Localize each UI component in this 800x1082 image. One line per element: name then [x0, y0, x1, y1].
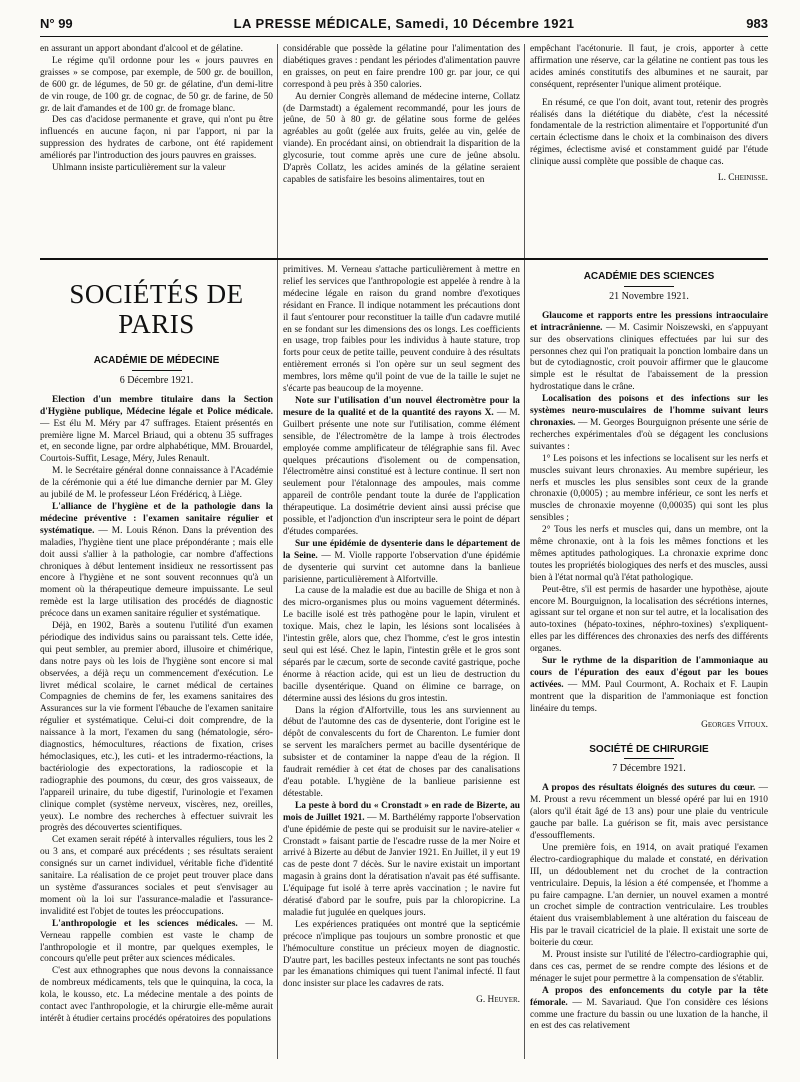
paragraph	[283, 706, 520, 801]
paragraph-body: primitives. M. Verneau s'attache particulièrement à mettre en relief les services que l'anthropologie est appelée à rendre à la médecine légale en raison du grand nombre d'exotiques résidant en France. Il indique notamment les précautions dont il faut s'entourer pour reconstituer la taille d'un cadavre mutilé en se fondant sur les dimensions des os longs. Les coefficients en usage, trop faibles pour les individus à haute stature, trop forts pour ceux de petite taille, peuvent conduire à des résultats entièrement erronés si l'on opère sur un seul segment des membres, lors même qu'il point de vue de la taille le sujet ne s'écarte pas beaucoup de la moyenne.	[283, 265, 520, 395]
paragraph-lead: Note sur l'utilisation d'un nouvel électromètre pour la mesure de la qualité et de la quantité des rayons X.	[283, 395, 520, 418]
society-heading: ACADÉMIE DES SCIENCES	[583, 271, 715, 282]
author-signature: G. Heuyer.	[476, 995, 520, 1006]
issue-number: N° 99	[40, 16, 73, 31]
journal-title: LA PRESSE MÉDICALE, Samedi, 10 Décembre 1921	[233, 16, 575, 31]
paragraph-body: Cet examen serait répété à intervalles réguliers, tous les 2 ou 3 ans, et comparé aux précédents ; ses résultats seraient consignés sur un carnet individuel, véritable fiche d'identité sanitaire. La réalisation de ce projet peut trouver place dans un système d'assurances sociales et peut s'envisager au moment où la loi sur l'assurance-maladie et l'assurance-invalidité est l'objet de toutes les préoccupations.	[40, 835, 273, 917]
paragraph	[530, 525, 768, 585]
section-rubric: SOCIÉTÉS DE PARIS	[69, 279, 244, 339]
paragraph-body: Peut-être, s'il est permis de hasarder une hypothèse, ajoute encore M. Bourguignon, la localisation des sécrétions internes, agissant sur tel organe et non sur tel autre, et la localisation des auto-toxines (hépato-toxines, néphro-toxines) s'expliquent-elles par les différences des chronaxies des nerfs des différents organes.	[530, 584, 768, 655]
paragraph	[283, 920, 520, 991]
paragraph-lead: Sur le rythme de la disparition de l'ammoniaque au cours de l'épuration des eaux d'égout par les boues activées.	[530, 656, 768, 690]
column-divider	[277, 44, 278, 1059]
paragraph-body: La cause de la maladie est due au bacille de Shiga et non à des micro-organismes plus ou moins vaguement déterminés. Le bacille isolé est très pathogène pour le lapin, virulent et toxique. Mais, chez le lapin, les lésions sont localisées à l'intestin grêle, alors que, chez l'homme, c'est le gros intestin seul qui est lésé. Chez le lapin, l'intestin grêle et le gros sont séparés par le cæcum, sorte de seconde cavité gastrique, poche énorme à réaction acide, qui est un lieu de destruction du bacille dysentérique. Quand on élimine ce barrage, on détermine aussi des lésions du gros intestin.	[283, 586, 520, 704]
heading-rule	[132, 370, 182, 371]
column-2-body	[283, 265, 520, 991]
paragraph-body: Dans la région d'Alfortville, tous les ans surviennent au début de l'automne des cas de dysenterie, dont l'origine est le dépôt de convalescents du fort de Charenton. Le fumier dont se servent les maraîchers permet au bacille dysentérique de subsister et de contaminer la nappe d'eau de la région. Il faudrait remédier à cet état de choses par des canalisations d'eau potable. L'hygiène de la banlieue parisienne est détestable.	[283, 705, 520, 799]
author-signature: L. Cheinisse.	[717, 173, 768, 184]
paragraph	[530, 843, 768, 950]
paragraph: en assurant un apport abondant d'alcool et de gélatine.	[40, 44, 243, 54]
paragraph-body: — M. Georges Bourguignon présente une série de recherches expérimentales d'où se dégagent les conclusions suivantes :	[530, 417, 768, 452]
heading-rule	[624, 286, 674, 287]
paragraph	[40, 966, 273, 1026]
paragraph-lead: A propos des enfoncements du cotyle par la tête fémorale.	[530, 985, 768, 1008]
paragraph-body: — M. Guilbert présente une note sur l'utilisation, comme élément sensible, de l'électromètre de la lampe à trois électrodes employée comme amplificateur de télégraphie sans fil. Avec quelques précautions d'isolement ou de compensation, l'électromètre ainsi constitué est à lecture continue. Il sert non seulement pour l'étalonnage des ampoules, mais comme appareil de contrôle pendant toute la durée de l'application thérapeutique. La dosimétrie devient ainsi aussi précise que possible, et l'adjonction d'un inscripteur sera le point de départ d'études comparées.	[283, 407, 520, 537]
society-heading: SOCIÉTÉ DE CHIRURGIE	[589, 743, 709, 755]
academie-medecine-body	[40, 395, 273, 1026]
paragraph-body: — M. Savariaud. Que l'on considère ces lésions comme une fracture du bassin ou une luxation de la hanche, il en est des cas relativement	[530, 997, 768, 1032]
paragraph-body: 2° Tous les nerfs et muscles qui, dans un membre, ont la même chronaxie, ont à la fois les mêmes fonctions et les mêmes aptitudes pathologiques. La chronaxie exprime donc toutes les propriétés biologiques des nerfs et des muscles, aussi bien à l'état normal qu'à l'état pathologique.	[530, 525, 768, 583]
paragraph-body: — MM. Paul Courmont, A. Rochaix et F. Laupin montrent que la disparition de l'ammoniaque est fonction linéaire du temps.	[530, 679, 768, 714]
paragraph-body: — M. Verneau rappelle combien est vaste le champ de l'anthropologie et il montre, par quelques exemples, le concours qu'elle peut prêter aux sciences médicales.	[40, 918, 273, 965]
top-column-3	[530, 44, 768, 254]
paragraph-lead: Sur une épidémie de dysenterie dans le département de la Seine.	[283, 538, 520, 561]
paragraph-body: — M. Proust a revu récemment un blessé opéré par lui en 1910 (alors qu'il était âgé de 13 ans) pour une plaie du ventricule gauche par balle. La guérison se fit, mais avec persistance d'essoufflements.	[530, 783, 768, 841]
section-separator	[40, 258, 768, 260]
session-date: 21 Novembre 1921.	[609, 290, 689, 302]
paragraph-body: — M. Louis Rénon. Dans la prévention des maladies, l'hygiène tient une place prépondérante ; mais elle doit aussi s'allier à la pathologie, car nombre d'affections chroniques à début lentement insidieux ne ressortissent pas encore à l'hygiène et ne sont souvent reconnues qu'à un moment où la thérapeutique demeure impuissante. Le seul remède est la large utilisation des procédés de diagnostic précoce dans un examen sanitaire régulier et systématique.	[40, 525, 273, 620]
paragraph	[40, 621, 273, 835]
paragraph	[40, 919, 273, 967]
page-header	[40, 14, 768, 37]
top-column-2	[283, 44, 520, 254]
paragraph-lead: Localisation des poisons et des infections sur les systèmes neuro-musculaires de l'homme suivant leurs chronaxies.	[530, 394, 768, 428]
paragraph	[283, 801, 520, 920]
paragraph-body: 1° Les poisons et les infections se localisent sur les nerfs et muscles suivant leurs chronaxies. Au membre supérieur, les nerfs et muscles les plus sensibles sont ceux de la grande chronaxie (0,0005) ; au membre inférieur, ce sont les nerfs et muscles de chronaxie moyenne (0,00035) qui sont les plus sensibles ;	[530, 453, 768, 524]
paragraph-lead: La peste à bord du « Cronstadt » en rade de Bizerte, au mois de Juillet 1921.	[283, 800, 520, 823]
paragraph	[530, 454, 768, 525]
paragraph	[530, 311, 768, 394]
paragraph-lead: L'alliance de l'hygiène et de la pathologie dans la médecine préventive : l'examen sanitaire régulier et systématique.	[40, 501, 273, 536]
paragraph	[530, 986, 768, 1034]
academie-sciences-body	[530, 311, 768, 716]
paragraph: Le régime qu'il ordonne pour les « jours pauvres en graisses » se compose, par exemple, de 500 gr. de bouillon, de 600 gr. de légumes, de 50 gr. de gélatine, d'un demi-litre de vin rouge, de 100 gr. de cognac, de 50 gr. de farine, de 50 gr. de lait d'amandes et de 100 gr. de fromage blanc.	[40, 55, 273, 114]
paragraph: Des cas d'acidose permanente et grave, qui n'ont pu être influencés en aucune façon, ni par l'apport, ni par la suppression des hydrates de carbone, ont été rapidement améliorés par l'introduction des jours pauvres en graisses.	[40, 115, 273, 162]
paragraph-body: M. Proust insiste sur l'utilité de l'électro-cardiographie qui, dans ces cas, permet de se rendre compte des lésions et de ménager le sujet pour permettre à la compensation de s'établir.	[530, 950, 768, 984]
paragraph-body: M. le Secrétaire général donne connaissance à l'Académie de la cérémonie qui a été lue dimanche dernier par M. Gley au jubilé de M. le professeur Léon Frédéricq, à Liège.	[40, 466, 273, 501]
heading-rule	[624, 758, 674, 759]
paragraph-body: — M. Violle rapporte l'observation d'une épidémie de dysenterie qui survint cet automne dans la banlieue parisienne, particulièrement à Alfortville.	[283, 550, 520, 585]
bottom-column-3	[530, 265, 768, 1055]
bottom-column-1	[40, 265, 273, 1055]
paragraph	[530, 950, 768, 986]
paragraph: En résumé, ce que l'on doit, avant tout, retenir des progrès réalisés dans la diététique du diabète, c'est la nécessité fondamentale de la restriction alimentaire et l'opportunité d'un certain éclectisme dans le choix et la combinaison des divers régimes, éclectisme avisé et constamment guidé par l'étude clinique aussi complète que possible de chaque cas.	[530, 97, 768, 168]
paragraph	[40, 466, 273, 502]
paragraph	[40, 395, 273, 466]
paragraph	[40, 835, 273, 918]
societe-chirurgie-body	[530, 783, 768, 1033]
paragraph-body: — M. Barthélémy rapporte l'observation d'une épidémie de peste qui se produisit sur le navire-atelier « Cronstadt » faisant partie de l'escadre russe de la mer Noire et arrivé à Bizerte au début de Janvier 1921. En Juillet, il y eut 19 cas de peste dont 7 décès. Sur le navire existait un important magasin à grains dont la dératisation n'avait pas été suffisante. L'équipage fut isolé à terre après vaccination ; le navire fut dératisé d'abord par le soufre, puis par la chloropicrine. La maladie fut jugulée en quelques jours.	[283, 812, 520, 918]
paragraph: Uhlmann insiste particulièrement sur la valeur	[52, 163, 226, 174]
paragraph-body: — M. Casimir Noiszewski, en s'appuyant sur des observations cliniques effectuées par lui sur des personnes chez qui l'on pratiquait la ponction lombaire dans un but de cytodiagnostic, croit pouvoir affirmer que le glaucome simple est le résultat de l'abaissement de la pression hydrostatique dans le crâne.	[530, 322, 768, 393]
paragraph: empêchant l'acétonurie. Il faut, je crois, apporter à cette affirmation une réserve, car la gélatine ne contient pas tous les acides aminés constitutifs des albumines et ne saurait, par conséquent, représenter l'unique aliment protéique.	[530, 44, 768, 90]
paragraph: considérable que possède la gélatine pour l'alimentation des diabétiques graves : pendant les périodes d'alimentation pauvre en graisses, on peut en faire prendre 100 gr. par jour, ce qui correspond à peu près à 350 calories.	[283, 44, 520, 90]
paragraph-body: — Est élu M. Méry par 47 suffrages. Etaient présentés en première ligne M. Marcel Briaud, qui a obtenu 35 suffrages et, en seconde ligne, par ordre alphabétique, MM. Brouardel, Courtois-Suffit, Lesage, Méry, Jules Renault.	[40, 418, 273, 465]
paragraph-lead: A propos des résultats éloignés des sutures du cœur.	[542, 783, 756, 794]
paragraph	[283, 265, 520, 396]
society-heading: ACADÉMIE DE MÉDECINE	[93, 355, 220, 366]
session-date: 7 Décembre 1921.	[612, 763, 686, 775]
paragraph-lead: Election d'un membre titulaire dans la Section d'Hygiène publique, Médecine légale et Police médicale.	[40, 394, 273, 417]
paragraph	[283, 586, 520, 705]
paragraph	[530, 656, 768, 716]
paragraph	[530, 394, 768, 454]
paragraph: Au dernier Congrès allemand de médecine interne, Collatz (de Darmstadt) a également recommandé, pour les jours de jeûne, de 50 à 80 gr. de gélatine sous forme de gelées agréables au goût (gelée aux fruits, gelée au vin, gelée de viande). En procédant ainsi, on obtiendrait la disparition de la glycosurie, tout comme après une cure de jeûne absolu. D'après Collatz, les acides aminés de la gélatine seraient capables de satisfaire les besoins alimentaires, tout en	[283, 91, 520, 185]
paragraph	[530, 783, 768, 843]
paragraph	[40, 502, 273, 621]
paragraph-lead: L'anthropologie et les sciences médicales.	[52, 918, 238, 929]
author-signature: Georges Vitoux.	[701, 719, 768, 730]
paragraph-body: Une première fois, en 1914, on avait pratiqué l'examen électro-cardiographique du malade et constaté, en dérivation III, un dédoublement net du crochet de la contraction ventriculaire. Depuis, la lésion a été compensée, et l'homme a pu faire campagne. L'an dernier, un nouvel examen a montré un crochet simple de contraction ventriculaire. Les troubles étaient dus vraisemblablement à une altération du faisceau de His par le travail cicatriciel de la plaie. Il existait une sorte de boiterie du cœur.	[530, 842, 768, 949]
paragraph-body: C'est aux ethnographes que nous devons la connaissance de nombreux médicaments, tels que le quinquina, la coca, la kola, le kousso, etc. La médecine mentale a des points de contact avec l'anthropologie, et la chirurgie elle-même aurait intérêt à étudier certains procédés opératoires des populations	[40, 966, 273, 1024]
bottom-column-2	[283, 265, 520, 1055]
paragraph-lead: Glaucome et rapports entre les pressions intraoculaire et intracrânienne.	[530, 310, 768, 333]
paragraph	[283, 539, 520, 587]
page-number: 983	[746, 16, 768, 31]
paragraph-body: Les expériences pratiquées ont montré que la septicémie précoce n'implique pas toujours un sombre pronostic et que l'hémoculture constitue un précieux moyen de diagnostic. D'autre part, les bacilles pesteux infectants ne sont pas touchés par les émanations chimiques qui tuent l'animal infecté. Il faut donc insister sur place les cadavres de rats.	[283, 919, 520, 990]
column-divider	[524, 44, 525, 1059]
top-column-1	[40, 44, 273, 254]
session-date: 6 Décembre 1921.	[119, 374, 194, 386]
paragraph	[530, 585, 768, 656]
paragraph-body: Déjà, en 1902, Barès a soutenu l'utilité d'un examen périodique des individus sains ou paraissant tels. Cette idée, qui peut sembler, au premier abord, illusoire et chimérique, dans notre pays où les lois de l'hygiène sont encore si mal observées, a déjà reçu un commencement d'exécution. Le livret médical scolaire, le carnet médical de certaines Compagnies de chemins de fer, les examens sanitaires des Assurances sur la vie forment l'ébauche de l'examen sanitaire régulier et systématique. Celui-ci doit comprendre, de la naissance à la mort, l'examen du sang (hématologie, séro-diagnostics, hémocultures, réactions de fixation, crises hémoclasiques, etc.), les cuti- et les intradermo-réactions, la bactériologie des expectorations, la radioscopie et la radiographie des poumons, du cœur, des gros vaisseaux, de l'appareil urinaire, du tube digestif, l'urinologie et l'examen clinique complet (système nerveux, viscères, nez, oreilles, yeux). Le nombre des recherches à effectuer suivrait les progrès des découvertes scientifiques.	[40, 621, 273, 834]
paragraph	[283, 396, 520, 539]
